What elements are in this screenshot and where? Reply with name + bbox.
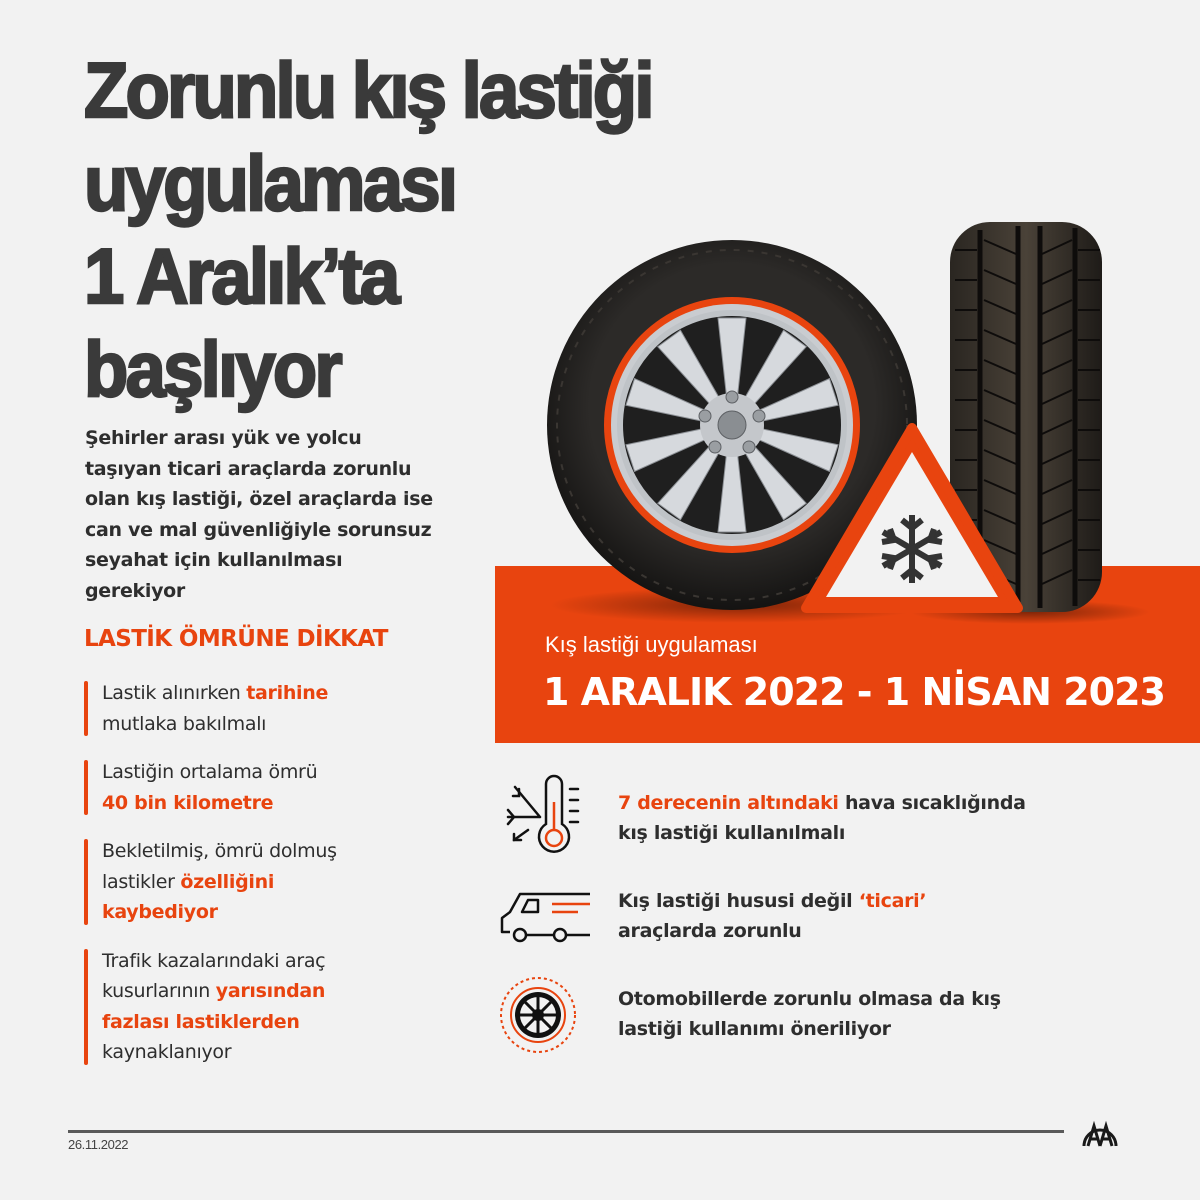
section-heading: LASTİK ÖMRÜNE DİKKAT xyxy=(84,626,388,652)
fact-text xyxy=(618,788,1058,848)
item-text: kaynaklanıyor xyxy=(102,1041,232,1063)
banner-subtitle: Kış lastiği uygulaması xyxy=(545,632,758,657)
banner-dates: 1 ARALIK 2022 - 1 NİSAN 2023 xyxy=(543,670,1165,714)
fact-text xyxy=(618,886,1058,946)
intro-line: can ve mal güvenliğiyle sorunsuz xyxy=(85,518,432,541)
fact-line: Otomobillerde zorunlu olmasa da kış xyxy=(618,988,1001,1010)
fact-recommendation xyxy=(500,970,1060,1060)
fact-line: hava sıcaklığında xyxy=(838,792,1026,814)
thermometer-snow-icon xyxy=(500,772,590,862)
title-line-1: Zorunlu kış lastiği xyxy=(84,46,652,134)
item-highlight: tarihine xyxy=(246,682,329,704)
item-text: Lastiğin ortalama ömrü xyxy=(102,761,318,783)
intro-line: taşıyan ticari araçlarda zorunlu xyxy=(85,457,412,480)
intro-line: gerekiyor xyxy=(85,579,186,602)
item-text: Bekletilmiş, ömrü dolmuş lastikler xyxy=(102,840,337,893)
item-text: Lastik alınırken xyxy=(102,682,247,704)
title-line-2: uygulaması xyxy=(84,139,456,227)
fact-line: kış lastiği kullanılmalı xyxy=(618,822,846,844)
item-highlight: özelliğini kaybediyor xyxy=(102,870,275,923)
fact-temperature xyxy=(500,772,1060,862)
accent-bar xyxy=(84,949,88,1065)
fact-commercial xyxy=(500,880,1060,970)
list-item xyxy=(84,946,374,1068)
fact-highlight: 7 derecenin altındaki xyxy=(618,792,839,814)
aa-logo-icon xyxy=(1080,1112,1120,1150)
title-line-4: başlıyor xyxy=(84,325,340,413)
item-highlight: yarısından fazlası lastiklerden xyxy=(102,980,326,1033)
footer-divider xyxy=(68,1130,1064,1133)
fact-highlight: ‘ticari’ xyxy=(858,890,927,912)
item-text: mutlaka bakılmalı xyxy=(102,712,267,735)
publish-date: 26.11.2022 xyxy=(68,1137,129,1152)
fact-text xyxy=(618,984,1058,1044)
intro-line: olan kış lastiği, özel araçlarda ise xyxy=(85,488,433,510)
list-item xyxy=(84,757,484,818)
fact-line: Kış lastiği hususi değil xyxy=(618,890,859,912)
accent-bar xyxy=(84,839,88,925)
fact-line: lastiği kullanımı öneriliyor xyxy=(618,1018,891,1040)
title-line-3: 1 Aralık’ta xyxy=(84,232,398,320)
intro-line: Şehirler arası yük ve yolcu xyxy=(85,427,362,449)
item-text: Trafik kazalarındaki araç kusurlarının xyxy=(102,949,326,1002)
tire-icon xyxy=(500,970,590,1060)
item-highlight: 40 bin kilometre xyxy=(102,791,274,814)
van-icon xyxy=(500,880,590,970)
fact-line: araçlarda zorunlu xyxy=(618,920,802,942)
list-item xyxy=(84,836,384,928)
intro-line: seyahat için kullanılması xyxy=(85,549,343,571)
accent-bar xyxy=(84,760,88,815)
